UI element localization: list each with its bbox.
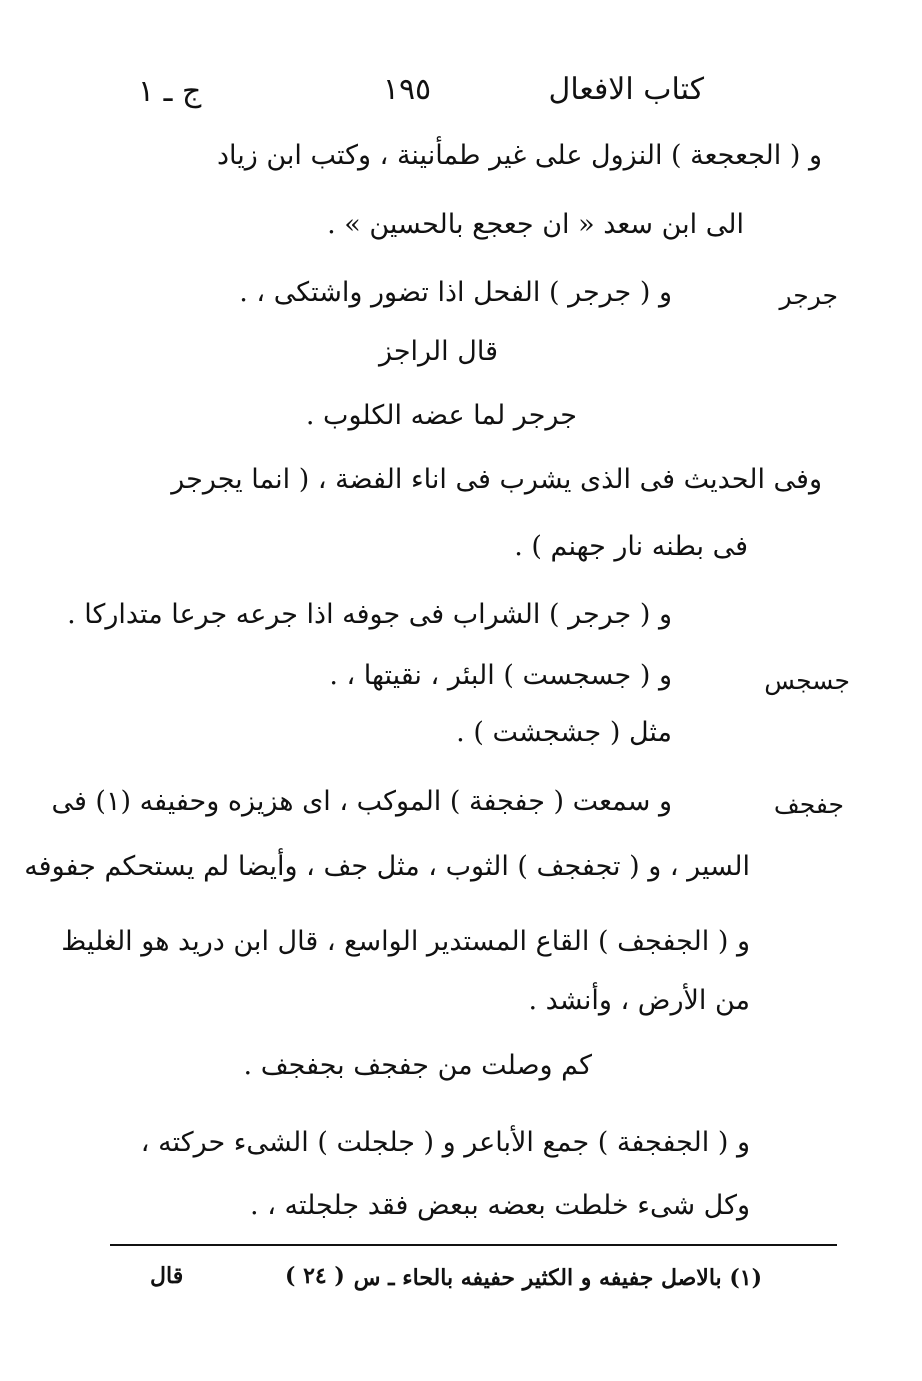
text-line-9: و ( جسجست ) البئر ، نقيتها ، . [329,660,672,691]
text-line-7: فى بطنه نار جهنم ) . [514,531,748,562]
text-line-17: وكل شىء خلطت بعضه ببعض فقد جلجلته ، . [250,1190,750,1221]
page-number: ١٩٥ [382,72,432,107]
text-line-3: و ( جرجر ) الفحل اذا تضور واشتكى ، . [239,277,672,308]
book-title: كتاب الافعال [548,72,704,107]
text-line-4: قال الراجز [378,336,498,367]
text-line-2: الى ابن سعد « ان جعجع بالحسين » . [327,209,744,240]
text-line-14: من الأرض ، وأنشد . [528,985,750,1016]
sheet-signature: ( ٢٤ ) [285,1263,345,1289]
text-line-10: مثل ( جشجشت ) . [456,717,672,748]
text-line-16: و ( الجفجفة ) جمع الأباعر و ( جلجلت ) الشىء حركته ، [140,1127,750,1158]
text-line-6: وفى الحديث فى الذى يشرب فى اناء الفضة ، ( انما يجرجر [171,464,822,495]
text-line-12: السير ، و ( تجفجف ) الثوب ، مثل جف ، وأيضا لم يستحكم جفوفه [24,851,750,882]
margin-entry-jafjaf: جفجف [773,790,844,819]
text-line-5: جرجر لما عضه الكلوب . [305,400,577,431]
margin-entry-jarjar: جرجر [779,281,838,310]
text-line-13: و ( الجفجف ) القاع المستدير الواسع ، قال ابن دريد هو الغليظ [61,926,750,957]
footnote-rule [110,1244,837,1246]
margin-entry-jasjas: جسجس [764,666,850,695]
text-line-15: كم وصلت من جفجف بجفجف . [243,1050,592,1081]
text-line-1: و ( الجعجعة ) النزول على غير طمأنينة ، وكتب ابن زياد [216,140,822,171]
text-line-11: و سمعت ( جفجفة ) الموكب ، اى هزيزه وحفيفه (١) فى [51,786,672,817]
footnote-text: (١) بالاصل جفيفه و الكثير حفيفه بالحاء ـ س [353,1265,762,1291]
volume-label: ج ـ ١ [138,74,202,109]
catchword: قال [150,1263,184,1289]
text-line-8: و ( جرجر ) الشراب فى جوفه اذا جرعه جرعا متداركا . [67,599,672,630]
